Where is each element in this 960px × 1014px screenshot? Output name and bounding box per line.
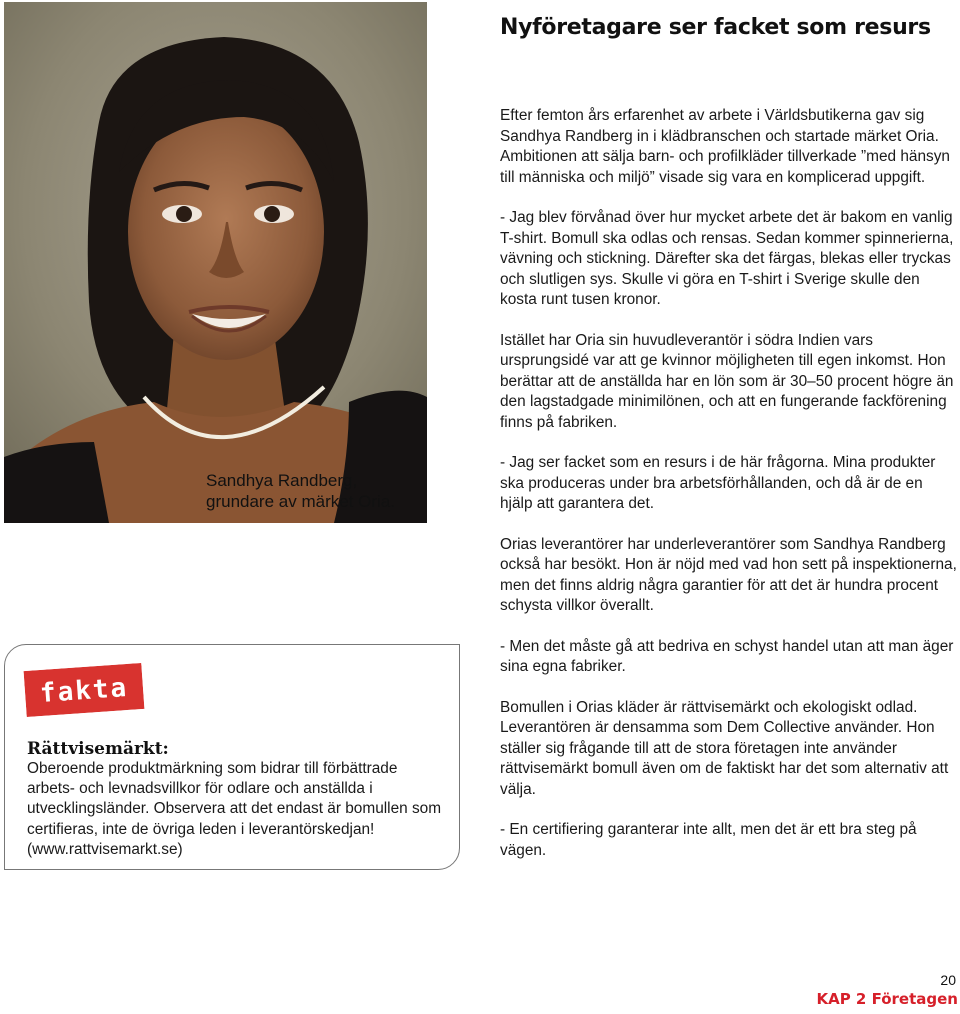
fakta-text: Oberoende produktmärkning som bidrar till förbättrade arbets- och levnadsvillkor för odlare och anställda i utvecklingsländer. Observera att det endast är bomullen som certifieras, inte de övriga leden i leverantörskedjan! (www.rattvisemarkt.se) — [27, 760, 442, 858]
caption-line-role: grundare av märket Oria. — [206, 492, 395, 511]
portrait-illustration — [4, 2, 427, 523]
article-paragraph: Efter femton års erfarenhet av arbete i Världsbutikerna gav sig Sandhya Randberg in i klädbranschen och startade märket Oria. Ambitionen att sälja barn- och profilkläder tillverkade ”med hänsyn till människa och miljö” visade sig vara en komplicerad uppgift. — [500, 107, 950, 186]
fakta-badge — [24, 663, 145, 717]
fakta-box — [4, 644, 460, 870]
article-paragraph: Orias leverantörer har underleverantörer som Sandhya Randberg också har besökt. Hon är nöjd med vad hon sett på inspektionerna, men det finns aldrig några garantier för att det är hundra procent schysta villkor överallt. — [500, 535, 957, 614]
fakta-badge-label: fakta — [38, 672, 130, 710]
caption-line-name: Sandhya Randberg, — [206, 471, 358, 490]
page-title: Nyföretagare ser facket som resurs — [500, 14, 931, 40]
page-number: 20 — [940, 972, 956, 988]
article-paragraph: - En certifiering garanterar inte allt, men det är ett bra steg på vägen. — [500, 821, 917, 859]
article-body — [500, 106, 958, 881]
portrait-photo — [4, 2, 427, 523]
article-paragraph: - Jag ser facket som en resurs i de här frågorna. Mina produkter ska produceras under bra arbetsförhållanden, och då är de en hjälp att garantera det. — [500, 454, 936, 512]
article-paragraph: - Jag blev förvånad över hur mycket arbete det är bakom en vanlig T-shirt. Bomull ska odlas och rensas. Sedan kommer spinnerierna, vävning och stickning. Därefter ska det färgas, blekas eller tryckas och slutligen sys. Skulle vi göra en T-shirt i Sverige skulle den kosta runt tusen kronor. — [500, 209, 954, 308]
article-paragraph: - Men det måste gå att bedriva en schyst handel utan att man äger sina egna fabriker. — [500, 637, 954, 675]
chapter-label: KAP 2 Företagen — [816, 990, 958, 1008]
article-paragraph: Bomullen i Orias kläder är rättvisemärkt och ekologiskt odlad. Leverantören är densamma som Dem Collective använder. Hon ställer sig frågande till att de stora företagen inte använder rättvisemärkt bomull även om de faktiskt har det som alternativ att välja. — [500, 698, 949, 798]
fakta-heading: Rättvisemärkt: — [27, 739, 169, 759]
article-paragraph: Istället har Oria sin huvudleverantör i södra Indien vars ursprungsidé var att ge kvinnor möjligheten till egen inkomst. Hon berättar att de anställda har en lön som är 30–50 procent högre än den lagstadgade minimilönen, och att en fungerande fackförening finns på fabriken. — [500, 331, 954, 431]
photo-caption — [206, 470, 436, 512]
